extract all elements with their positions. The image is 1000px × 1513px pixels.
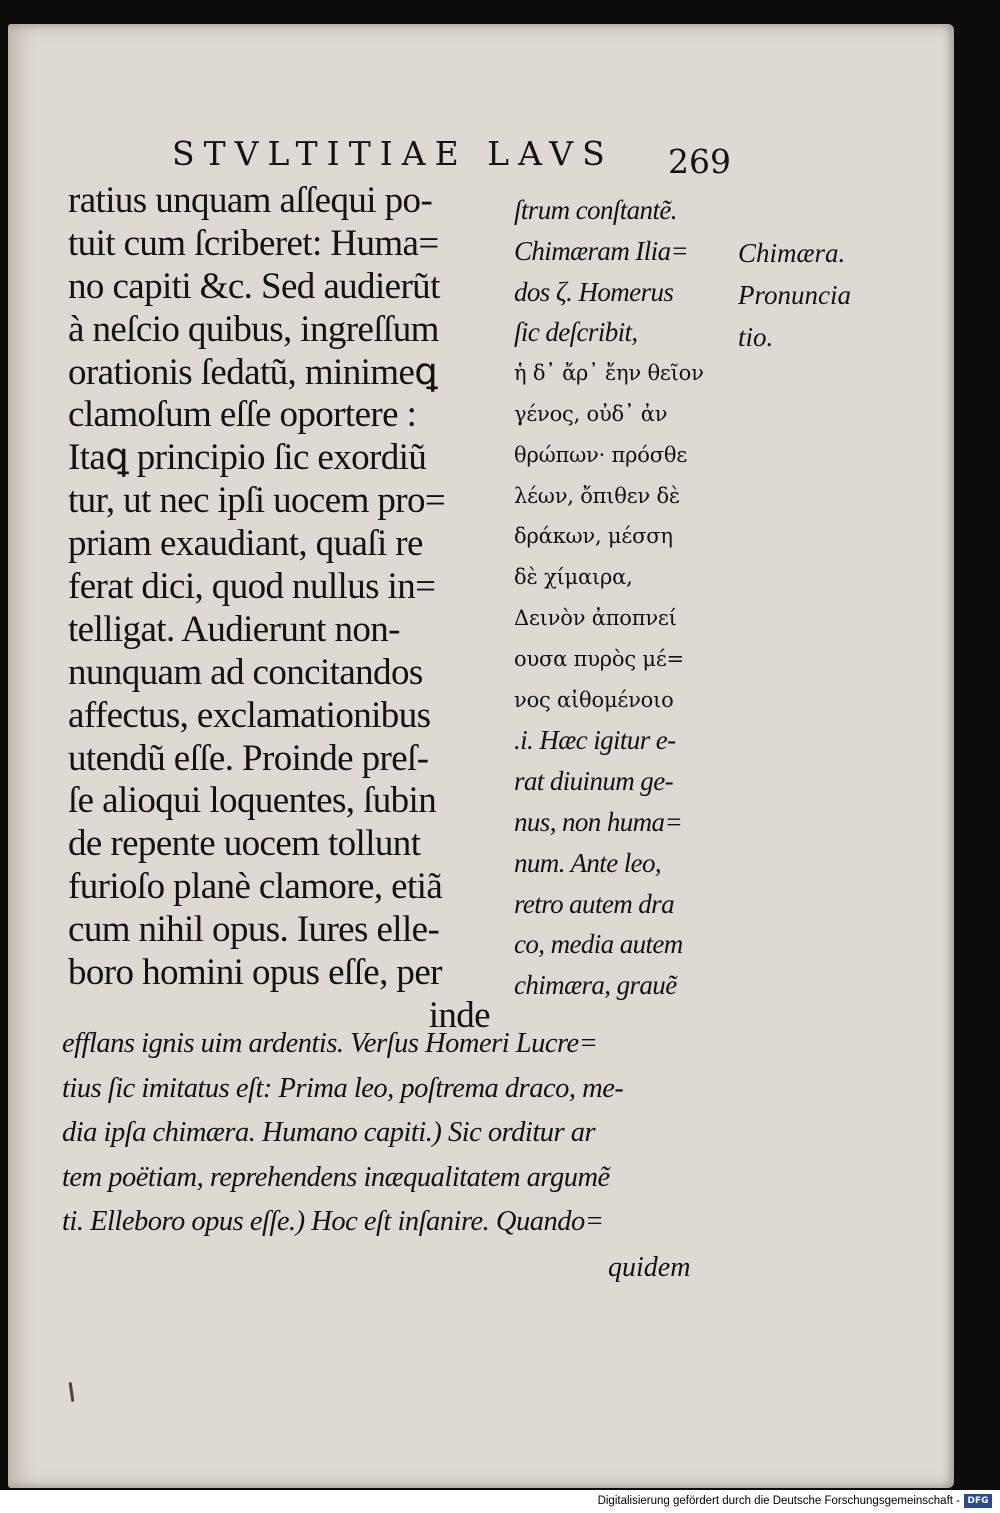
commentary-line: tem poëtiam, reprehendens inæqualitatem argumẽ bbox=[62, 1161, 610, 1193]
commentary-line: num. Ante leo, bbox=[514, 847, 662, 878]
commentary-line: dia ipſa chimæra. Humano capiti.) Sic orditur ar bbox=[62, 1117, 596, 1148]
main-text-line: ferat dici, quod nullus in= bbox=[68, 566, 436, 608]
main-text-line: no capiti &c. Sed audierũt bbox=[68, 265, 440, 307]
commentary-line: ſtrum conſtantẽ. bbox=[514, 195, 677, 225]
commentary-line: efflans ignis uim ardentis. Verſus Homeri Lucre= bbox=[62, 1028, 598, 1059]
main-text-line: clamoſum eſſe oportere : bbox=[68, 394, 417, 436]
commentary-line: Chimæram Ilia= bbox=[514, 235, 689, 266]
marginal-note: tio. bbox=[738, 322, 774, 352]
commentary-line: chimæra, grauẽ bbox=[514, 970, 677, 1001]
greek-line: ουσα πυρὸς μέ= bbox=[514, 646, 684, 671]
running-head: STVLTITIAE LAVS bbox=[172, 134, 614, 173]
main-text-line: tuit cum ſcriberet: Huma= bbox=[68, 222, 439, 264]
main-text-line: nunquam ad concitandos bbox=[68, 651, 423, 693]
main-text-line: priam exaudiant, quaſi re bbox=[68, 523, 423, 565]
greek-line: θρώπων· πρόσθε bbox=[514, 442, 688, 467]
catchword: quidem bbox=[608, 1252, 691, 1283]
commentary-line: retro autem dra bbox=[514, 888, 674, 919]
marginal-note: Chimæra. bbox=[738, 238, 846, 268]
main-text-line: à neſcio quibus, ingreſſum bbox=[68, 308, 439, 350]
main-text-line: inde bbox=[428, 994, 490, 1036]
main-text-line: affectus, exclamationibus bbox=[68, 694, 431, 736]
commentary-line: .i. Hæc igitur e- bbox=[514, 725, 676, 756]
main-text-line: boro homini opus eſſe, per bbox=[68, 952, 442, 994]
commentary-line: ſic deſcribit, bbox=[514, 317, 638, 348]
marginal-note: Pronuncia bbox=[738, 280, 851, 310]
main-text-line: furioſo planè clamore, etiã bbox=[68, 866, 443, 908]
commentary-column bbox=[514, 190, 734, 1006]
main-text-line: ſe alioqui loquentes, ſubin bbox=[68, 780, 437, 822]
commentary-line: dos ζ. Homerus bbox=[514, 276, 674, 307]
greek-line: δὲ χίμαιρα, bbox=[514, 565, 633, 590]
dfg-logo-icon: DFG bbox=[964, 1494, 992, 1508]
greek-line: λέων, ὄπιθεν δὲ bbox=[514, 483, 680, 508]
commentary-line: tius ſic imitatus eſt: Prima leo, poſtrema draco, me- bbox=[62, 1072, 624, 1104]
footer-credit: Digitalisierung gefördert durch die Deutsche Forschungsgemeinschaft - bbox=[597, 1495, 960, 1507]
main-text-line: tur, ut nec ipſi uocem pro= bbox=[68, 480, 446, 522]
commentary-line: co, media autem bbox=[514, 929, 683, 960]
main-text-line: Itaꝗ principio ſic exordiũ bbox=[68, 437, 427, 479]
main-text-line: orationis ſedatũ, minimeꝗ bbox=[68, 351, 438, 393]
main-text-column bbox=[68, 180, 498, 1038]
main-text-line: cum nihil opus. Iures elle- bbox=[68, 909, 440, 951]
main-text-line: ratius unquam aſſequi po- bbox=[68, 180, 433, 221]
page-number: 269 bbox=[668, 142, 731, 181]
greek-line: δράκων, μέσση bbox=[514, 524, 673, 549]
greek-line: νος αἰθομένοιο bbox=[514, 687, 674, 712]
commentary-line: nus, non huma= bbox=[514, 806, 683, 837]
main-text-line: utendũ eſſe. Proinde preſ- bbox=[68, 737, 429, 779]
greek-line: γένος, οὐδ᾽ ἀν bbox=[514, 401, 668, 426]
commentary-line: ti. Elleboro opus eſſe.) Hoc eſt inſanire. Quando= bbox=[62, 1206, 604, 1237]
main-text-line: de repente uocem tollunt bbox=[68, 823, 421, 865]
bottom-commentary bbox=[62, 1022, 712, 1245]
greek-line: ἡ δ᾽ ἄρ᾽ ἔην θεῖον bbox=[514, 361, 704, 386]
main-text-line: telligat. Audierunt non- bbox=[68, 608, 400, 650]
greek-line: Δεινὸν ἀποπνεί bbox=[514, 605, 677, 630]
commentary-line: rat diuinum ge- bbox=[514, 766, 673, 797]
digitization-footer bbox=[0, 1490, 1000, 1513]
marginal-notes bbox=[738, 232, 851, 358]
